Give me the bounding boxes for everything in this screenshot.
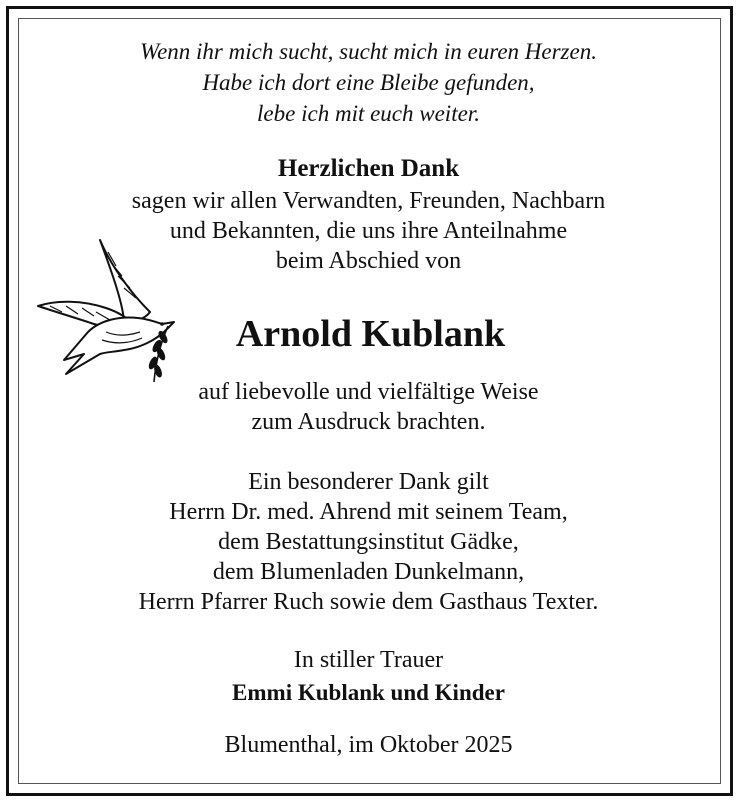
special-thanks-line: Ein besonderer Dank gilt [248, 469, 489, 495]
intro-line: sagen wir allen Verwandten, Freunden, Nachbarn [131, 188, 606, 214]
expression-line: auf liebevolle und vielfältige Weise [198, 379, 539, 405]
mourning-text: In stiller Trauer [293, 647, 444, 673]
deceased-name: Arnold Kublank [235, 313, 506, 355]
special-thanks-line: dem Blumenladen Dunkelmann, [212, 559, 525, 585]
motto-line: lebe ich mit euch weiter. [257, 101, 480, 126]
family-signature: Emmi Kublank und Kinder [232, 680, 505, 705]
special-thanks-line: Herrn Pfarrer Ruch sowie dem Gasthaus Texter. [138, 589, 599, 615]
place-date-text: Blumenthal, im Oktober 2025 [224, 732, 513, 758]
special-thanks [0, 467, 737, 617]
motto [0, 36, 737, 129]
mourning-line [0, 645, 737, 675]
special-thanks-line: dem Bestattungsinstitut Gädke, [218, 529, 519, 555]
motto-line: Wenn ihr mich sucht, sucht mich in euren Herzen. [140, 39, 597, 64]
motto-line: Habe ich dort eine Bleibe gefunden, [202, 70, 535, 95]
place-date [0, 730, 737, 760]
expression-line: zum Ausdruck brachten. [251, 409, 486, 435]
special-thanks-line: Herrn Dr. med. Ahrend mit seinem Team, [169, 499, 568, 525]
intro-line: beim Abschied von [275, 248, 462, 274]
expression-text [0, 377, 737, 437]
thanks-title: Herzlichen Dank [277, 155, 460, 182]
intro-line: und Bekannten, die uns ihre Anteilnahme [169, 218, 568, 244]
